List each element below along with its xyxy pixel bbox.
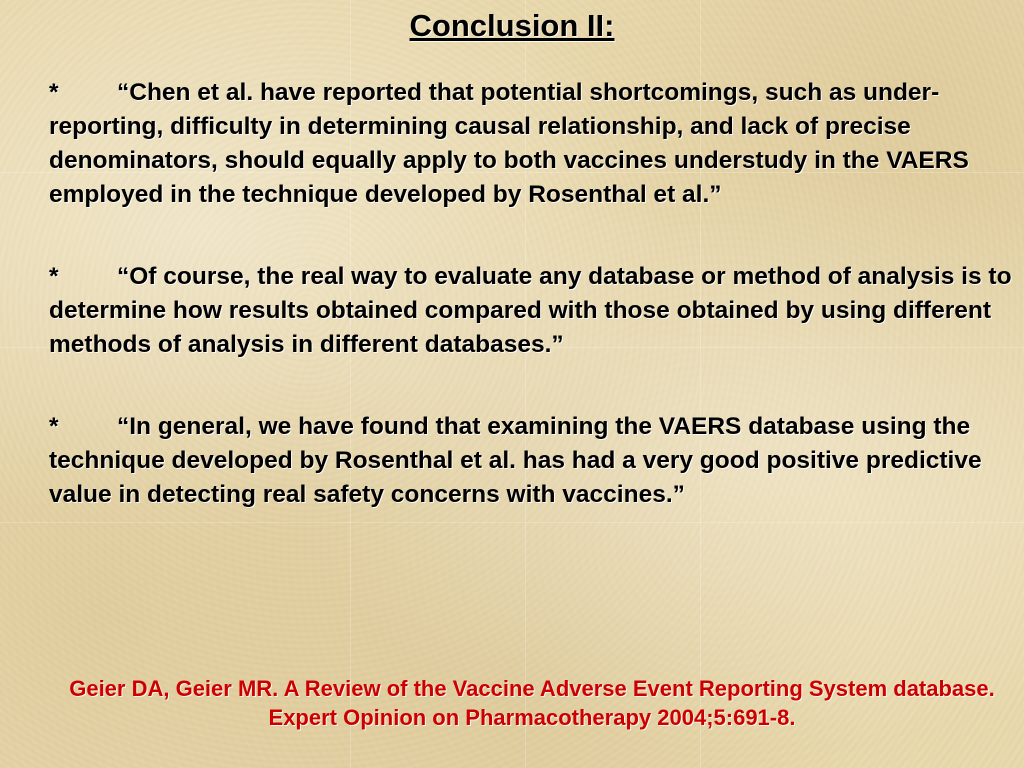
bullet-item [49, 260, 1014, 362]
bullet-item [49, 76, 1014, 212]
bullet-text: “Of course, the real way to evaluate any database or method of analysis is to determine how results obtained compared with those obtained by using different methods of analysis in different databases.” [49, 263, 1012, 358]
bullet-text: “Chen et al. have reported that potential shortcomings, such as under-reporting, difficulty in determining causal relationship, and lack of precise denominators, should equally apply to both vaccines understudy in the VAERS employed in the technique developed by Rosenthal et al.” [49, 79, 969, 208]
bullet-list [49, 76, 1014, 560]
citation: Geier DA, Geier MR. A Review of the Vaccine Adverse Event Reporting System database. Expert Opinion on Pharmacotherapy 2004;5:691-8. [69, 676, 995, 730]
bullet-marker: * [49, 79, 59, 106]
bullet-marker: * [49, 263, 59, 290]
bullet-text: “In general, we have found that examining the VAERS database using the technique developed by Rosenthal et al. has had a very good positive predictive value in detecting real safety concerns with vaccines.” [49, 413, 982, 508]
slide-title: Conclusion II: [409, 8, 615, 43]
bullet-marker: * [49, 413, 59, 440]
bullet-item [49, 410, 1014, 512]
